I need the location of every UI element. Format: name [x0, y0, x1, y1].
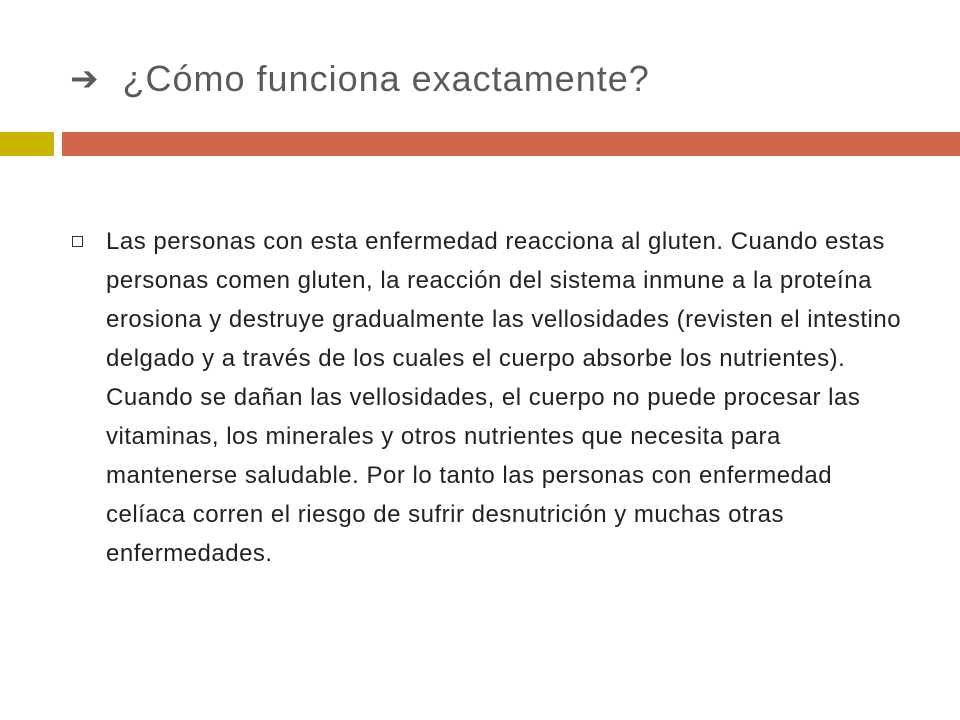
bullet-item	[72, 222, 902, 573]
accent-bar-left	[0, 132, 54, 156]
accent-bar-right	[62, 132, 960, 156]
title-row	[70, 50, 930, 108]
hollow-square-bullet-icon	[72, 236, 83, 247]
page-title: ¿Cómo funciona exactamente?	[122, 58, 650, 99]
bullet-text: Las personas con esta enfermedad reacciona al gluten. Cuando estas personas comen gluten, la reacción del sistema inmune a la proteína erosiona y destruye gradualmente las vellosidades (revisten el intestino delgado y a través de los cuales el cuerpo absorbe los nutrientes). Cuando se dañan las vellosidades, el cuerpo no puede procesar las vitaminas, los minerales y otros nutrientes que necesita para mantenerse saludable. Por lo tanto las personas con enfermedad celíaca corren el riesgo de sufrir desnutrición y muchas otras enfermedades.	[106, 228, 902, 567]
arrow-right-icon: ➔	[70, 60, 99, 98]
